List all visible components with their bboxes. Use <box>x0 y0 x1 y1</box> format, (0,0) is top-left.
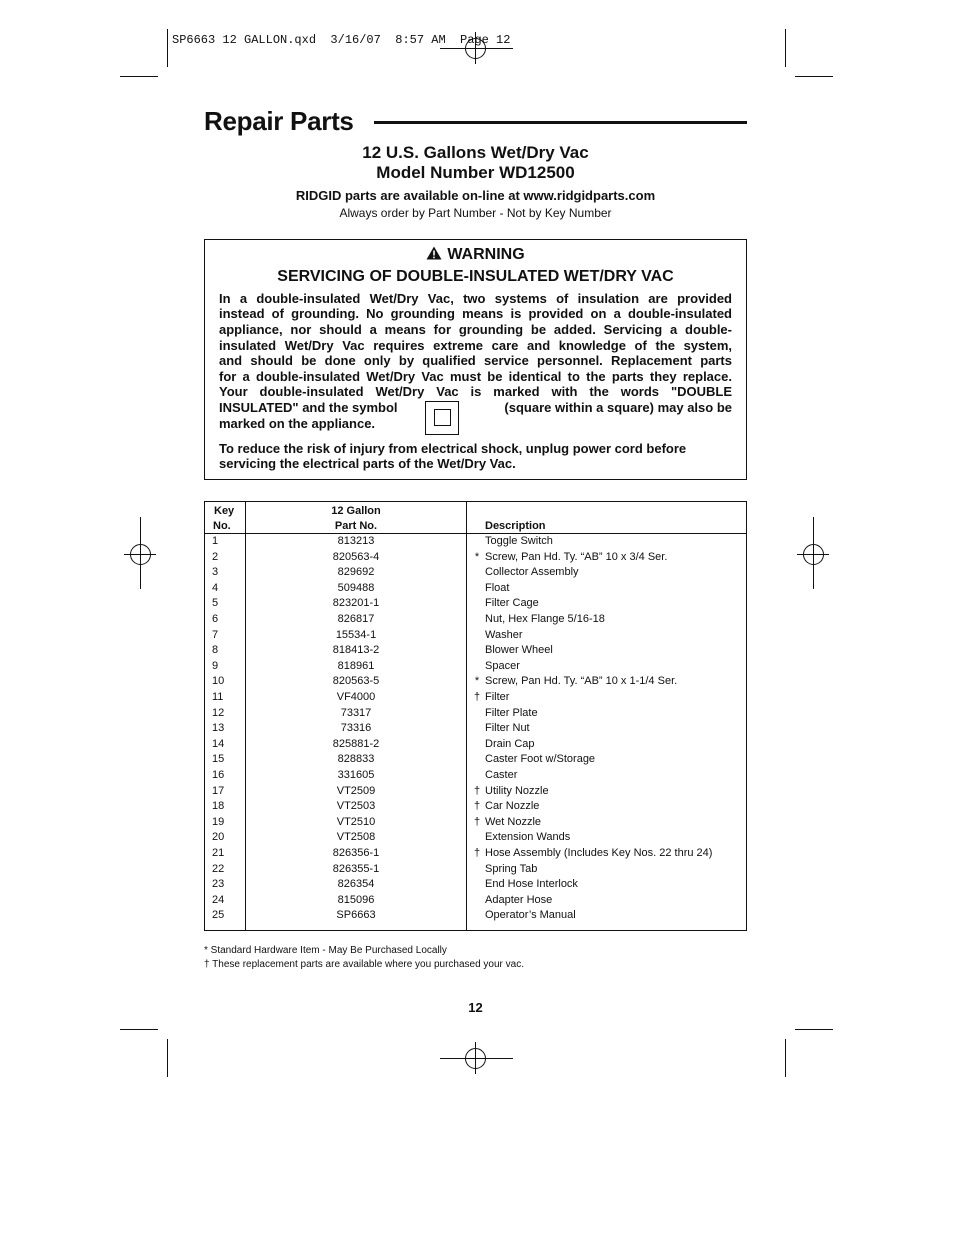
key-cell: 21 <box>212 847 225 859</box>
warning-subheading: SERVICING OF DOUBLE-INSULATED WET/DRY VAC <box>277 268 674 285</box>
table-row <box>205 878 746 894</box>
part-number-cell: VT2510 <box>336 815 376 828</box>
part-number-cell: 818413-2 <box>332 644 380 657</box>
description-cell: Operator’s Manual <box>485 909 576 922</box>
description-cell: Filter Plate <box>485 706 538 719</box>
footnote: † These replacement parts are available where you purchased your vac. <box>204 959 524 970</box>
description-cell: Washer <box>485 628 523 641</box>
warning-text-line: instead of grounding. No grounding means is provided on a double-insulated <box>219 306 732 321</box>
part-number-cell: 815096 <box>337 893 375 906</box>
note-mark-cell: * <box>474 550 480 563</box>
key-cell: 9 <box>212 659 219 672</box>
part-number-cell: 826355-1 <box>332 862 380 875</box>
warning-heading <box>204 246 747 264</box>
part-number-cell: 820563-5 <box>332 675 380 688</box>
key-cell: 6 <box>212 613 219 625</box>
part-number-cell: 73317 <box>340 706 372 719</box>
crop-mark <box>167 29 168 67</box>
crop-mark <box>120 1029 158 1030</box>
note-mark-cell: † <box>473 815 481 828</box>
crop-mark <box>795 76 833 77</box>
warning-text-line: Your double-insulated Wet/Dry Vac is marked with the words "DOUBLE <box>219 384 732 399</box>
part-number-cell: 829692 <box>337 566 375 579</box>
part-number-cell: 509488 <box>337 581 375 594</box>
part-number-cell: 73316 <box>340 722 372 735</box>
registration-line <box>140 517 141 589</box>
part-number-cell: SP6663 <box>336 909 376 922</box>
table-row <box>205 691 746 707</box>
table-row <box>205 831 746 847</box>
part-number-cell: 825881-2 <box>332 737 380 750</box>
part-number-cell: 820563-4 <box>332 550 380 563</box>
note-mark-cell: † <box>473 784 481 797</box>
description-cell: Wet Nozzle <box>485 815 542 828</box>
page-number: 12 <box>468 1000 483 1015</box>
key-cell: 14 <box>212 737 225 750</box>
header-key: No. <box>213 520 231 532</box>
key-cell: 20 <box>212 831 225 844</box>
key-cell: 2 <box>212 550 219 563</box>
description-cell: Extension Wands <box>485 831 571 844</box>
order-note: Always order by Part Number - Not by Key Number <box>339 206 612 220</box>
description-cell: Blower Wheel <box>485 644 553 657</box>
key-cell: 7 <box>212 628 219 641</box>
description-cell: Spacer <box>485 659 520 672</box>
table-row <box>205 738 746 754</box>
crop-mark <box>795 1029 833 1030</box>
description-cell: Utility Nozzle <box>485 784 549 797</box>
description-cell: Toggle Switch <box>485 535 553 547</box>
table-row <box>205 769 746 785</box>
product-name: 12 U.S. Gallons Wet/Dry Vac <box>362 143 589 162</box>
key-cell: 10 <box>212 675 225 688</box>
warning-triangle-icon <box>426 246 442 260</box>
description-cell: Screw, Pan Hd. Ty. “AB” 10 x 1-1/4 Ser. <box>485 675 678 688</box>
part-number-cell: 331605 <box>337 769 375 781</box>
note-mark-cell: * <box>474 675 480 688</box>
crop-mark <box>785 29 786 67</box>
key-cell: 3 <box>212 566 219 579</box>
part-number-cell: VF4000 <box>336 691 376 703</box>
part-number-cell: VT2509 <box>336 784 376 797</box>
crop-mark <box>120 76 158 77</box>
table-row <box>205 675 746 691</box>
key-cell: 15 <box>212 753 225 766</box>
table-row <box>205 535 746 551</box>
warning-text-line: for a double-insulated Wet/Dry Vac must be identical to the parts they replace. <box>219 369 732 384</box>
table-row <box>205 863 746 879</box>
key-cell: 5 <box>212 597 219 610</box>
model-number: Model Number WD12500 <box>376 163 575 182</box>
key-cell: 25 <box>212 909 225 922</box>
table-row <box>205 566 746 582</box>
table-row <box>205 551 746 567</box>
part-number-cell: 826817 <box>337 613 375 625</box>
warning-text-line: In a double-insulated Wet/Dry Vac, two systems of insulation are provided <box>219 291 732 306</box>
description-cell: End Hose Interlock <box>485 878 578 891</box>
table-row <box>205 909 746 925</box>
note-mark-cell: † <box>473 800 481 813</box>
file-slug: SP6663 12 GALLON.qxd 3/16/07 8:57 AM Page 12 <box>172 33 511 47</box>
part-number-cell: VT2508 <box>336 831 376 844</box>
description-cell: Screw, Pan Hd. Ty. “AB” 10 x 3/4 Ser. <box>485 550 668 563</box>
key-cell: 19 <box>212 815 225 828</box>
part-number-cell: 818961 <box>337 659 375 672</box>
warning-text-line: appliance, nor should a means for grounding be added. Servicing a double- <box>219 322 732 337</box>
part-number-cell: 826354 <box>337 878 375 891</box>
description-cell: Adapter Hose <box>485 893 553 906</box>
shock-warning-line: To reduce the risk of injury from electrical shock, unplug power cord before <box>219 441 687 456</box>
table-row <box>205 785 746 801</box>
warning-heading-text: WARNING <box>447 246 525 263</box>
warning-text-line: INSULATED" and the symbol <box>219 400 398 415</box>
header-description: Description <box>485 520 546 532</box>
part-number-cell: 826356-1 <box>332 847 380 859</box>
part-number-cell: 15534-1 <box>335 628 377 641</box>
table-row <box>205 894 746 910</box>
table-row <box>205 613 746 629</box>
part-number-cell: VT2503 <box>336 800 376 813</box>
crop-mark <box>785 1039 786 1077</box>
table-row <box>205 753 746 769</box>
crop-mark <box>167 1039 168 1077</box>
part-number-cell: 823201-1 <box>332 597 380 610</box>
description-cell: Collector Assembly <box>485 566 579 579</box>
registration-line <box>440 48 513 49</box>
warning-text-line: and should be done only by qualified service personnel. Replacement parts <box>219 353 732 368</box>
registration-line <box>440 1058 513 1059</box>
table-row <box>205 582 746 598</box>
table-row <box>205 707 746 723</box>
key-cell: 24 <box>212 893 225 906</box>
table-row <box>205 816 746 832</box>
key-cell: 17 <box>212 784 225 797</box>
table-row <box>205 597 746 613</box>
key-cell: 16 <box>212 769 225 781</box>
header-part: 12 Gallon <box>331 505 381 517</box>
table-row <box>205 847 746 863</box>
table-header-rule <box>205 533 746 534</box>
table-row <box>205 644 746 660</box>
shock-warning-line: servicing the electrical parts of the Wet/Dry Vac. <box>219 456 516 471</box>
page-title: Repair Parts <box>204 106 354 136</box>
parts-availability: RIDGID parts are available on-line at www.ridgidparts.com <box>295 188 656 203</box>
key-cell: 4 <box>212 581 219 594</box>
warning-text-line: marked on the appliance. <box>219 416 376 431</box>
note-mark-cell: † <box>473 691 481 703</box>
key-cell: 1 <box>212 535 219 547</box>
description-cell: Drain Cap <box>485 737 535 750</box>
footnote: * Standard Hardware Item - May Be Purchased Locally <box>204 945 447 956</box>
note-mark-cell: † <box>473 847 481 859</box>
key-cell: 23 <box>212 878 225 891</box>
key-cell: 13 <box>212 722 225 735</box>
key-cell: 8 <box>212 644 219 657</box>
description-cell: Filter Cage <box>485 597 539 610</box>
description-cell: Filter Nut <box>485 722 530 735</box>
key-cell: 18 <box>212 800 225 813</box>
part-number-cell: 813213 <box>337 535 375 547</box>
description-cell: Caster <box>485 769 518 781</box>
description-cell: Spring Tab <box>485 862 538 875</box>
header-key: Key <box>214 505 235 517</box>
warning-text-line: insulated Wet/Dry Vac requires extreme care and knowledge of the system, <box>219 338 732 353</box>
header-part: Part No. <box>334 520 378 532</box>
registration-line <box>813 517 814 589</box>
table-row <box>205 800 746 816</box>
description-cell: Caster Foot w/Storage <box>485 753 596 766</box>
part-number-cell: 828833 <box>337 753 375 766</box>
description-cell: Nut, Hex Flange 5/16-18 <box>485 613 605 625</box>
key-cell: 22 <box>212 862 225 875</box>
description-cell: Float <box>485 581 510 594</box>
key-cell: 12 <box>212 706 225 719</box>
table-row <box>205 722 746 738</box>
warning-text-line: (square within a square) may also be <box>504 400 732 415</box>
description-cell: Hose Assembly (Includes Key Nos. 22 thru 24) <box>485 847 713 859</box>
table-row <box>205 629 746 645</box>
table-row <box>205 660 746 676</box>
title-rule <box>374 121 747 124</box>
description-cell: Car Nozzle <box>485 800 540 813</box>
key-cell: 11 <box>212 691 224 703</box>
description-cell: Filter <box>485 691 510 703</box>
